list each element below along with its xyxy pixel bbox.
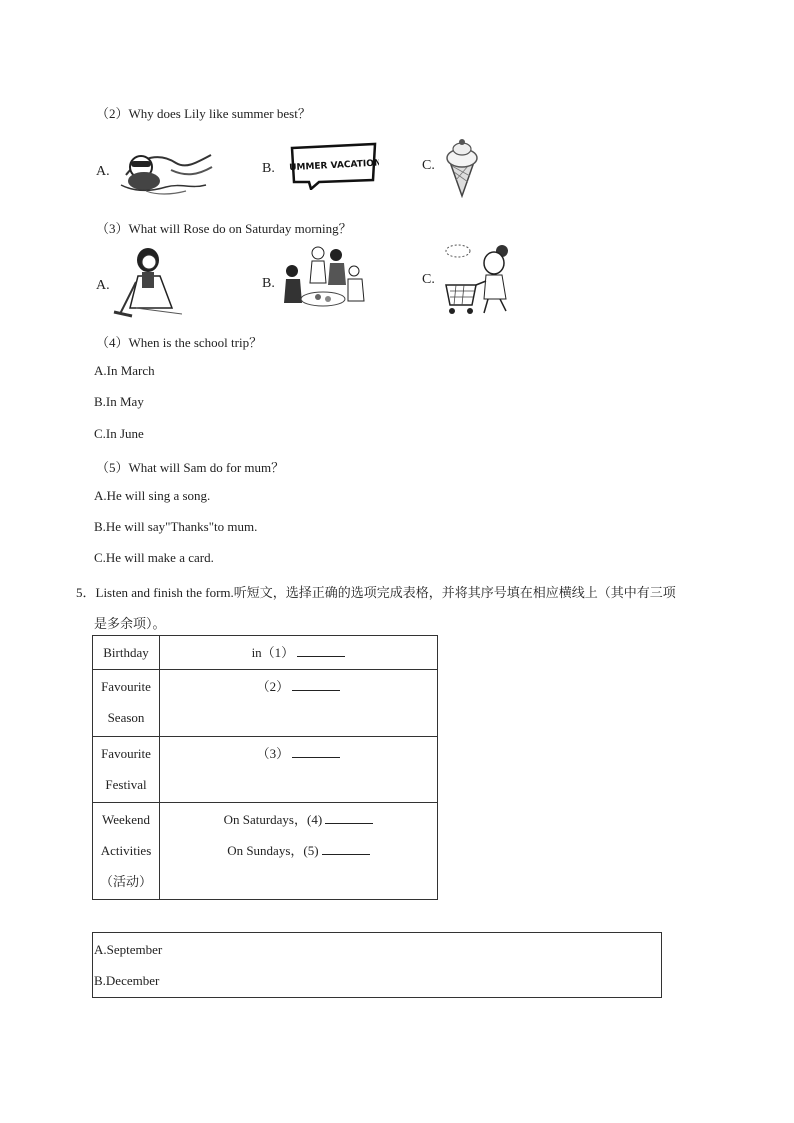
q3-option-a-letter[interactable]: A. [96,278,110,293]
festival-label: Favourite Festival [93,737,160,803]
girl-shopping-cart-icon[interactable] [442,241,514,323]
swimming-icon[interactable] [116,145,216,201]
q5-option-a[interactable]: A.He will sing a song. [94,488,211,503]
question-2-prompt: （2）Why does Lily like summer best？ [96,106,311,121]
q5-option-b[interactable]: B.He will say"Thanks"to mum. [94,519,258,534]
sign-text: SUMMER VACATION [289,158,379,174]
weekend-value[interactable]: On Saturdays，(4) On Sundays，(5) [160,803,438,900]
blank-4[interactable] [325,811,373,824]
q4-option-c[interactable]: C.In June [94,426,144,441]
question-4-prompt: （4）When is the school trip？ [96,335,263,350]
question-3-prompt: （3）What will Rose do on Saturday morning？ [96,221,352,236]
weekend-label: Weekend Activities （活动） [93,803,160,900]
festival-value[interactable]: （3） [160,737,438,803]
answer-options-box [92,932,662,998]
season-value[interactable]: （2） [160,670,438,737]
answer-form-table [92,635,438,900]
birthday-value[interactable]: in（1） [160,636,438,670]
q2-option-b-letter[interactable]: B. [262,161,275,176]
ice-cream-icon[interactable] [442,136,482,202]
blank-2[interactable] [292,678,340,691]
section-5-instructions: 5．Listen and finish the form.听短文，选择正确的选项完成表格，并将其序号填在相应横线上（其中有三项 [76,585,676,600]
q5-option-c[interactable]: C.He will make a card. [94,550,214,565]
q3-option-c-letter[interactable]: C. [422,272,435,287]
birthday-label: Birthday [93,636,160,670]
blank-5[interactable] [322,842,370,855]
q4-option-b[interactable]: B.In May [94,394,144,409]
answer-option-a[interactable]: A.September [94,942,163,957]
section-5-instructions-cont: 是多余项）。 [94,616,166,631]
q2-option-a-letter[interactable]: A. [96,164,110,179]
girl-sweeping-icon[interactable] [112,246,182,322]
question-5-prompt: （5）What will Sam do for mum？ [96,460,285,475]
season-label: Favourite Season [93,670,160,737]
answer-option-b[interactable]: B.December [94,973,160,988]
q3-option-b-letter[interactable]: B. [262,276,275,291]
q2-option-c-letter[interactable]: C. [422,158,435,173]
family-picnic-icon[interactable] [278,243,368,317]
summer-vacation-sign-icon[interactable] [289,142,379,194]
blank-3[interactable] [292,745,340,758]
blank-1[interactable] [297,644,345,657]
q4-option-a[interactable]: A.In March [94,363,155,378]
